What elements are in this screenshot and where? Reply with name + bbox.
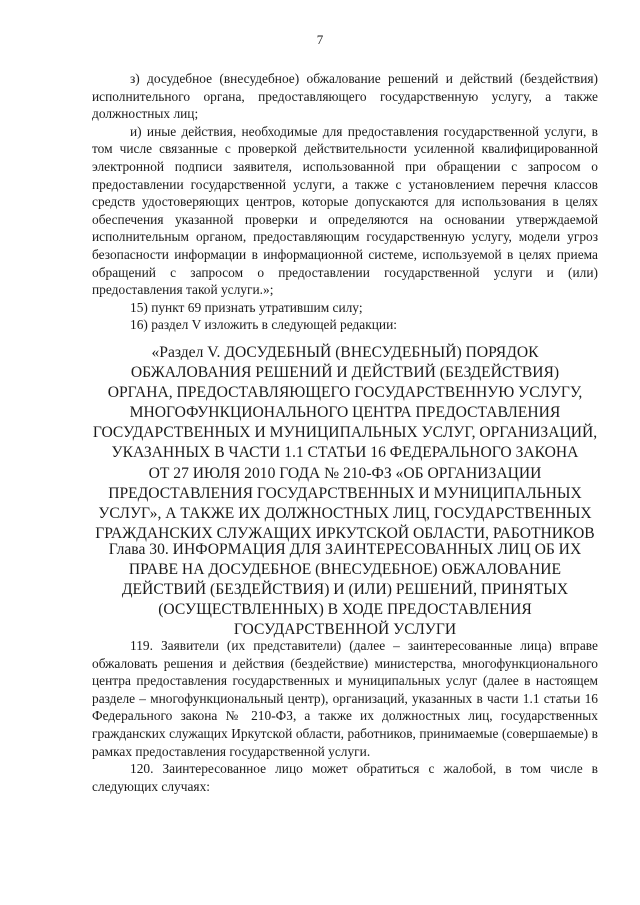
section-title-line: ОБЖАЛОВАНИЯ РЕШЕНИЙ И ДЕЙСТВИЙ (БЕЗДЕЙСТВИЯ) (130, 364, 560, 382)
paragraph-119: 119. Заявители (их представители) (далее – заинтересованные лица) вправе обжаловать решения и действия (бездействие) министерства, многофункционального центра предоставления государственных и муниципальных услуг (далее в настоящем разделе – многофункциональный центр), организаций, указанных в части 1.1 статьи 16 Федерального закона № 210-ФЗ, а также их должностных лиц, государственных гражданских служащих Иркутской области, работников, принимаемые (совершаемые) в рамках предоставления государственной услуги. (92, 638, 598, 759)
chapter-title-line: (ОСУЩЕСТВЛЕННЫХ) В ХОДЕ ПРЕДОСТАВЛЕНИЯ (158, 601, 532, 619)
paragraph-i: и) иные действия, необходимые для предоставления государственной услуги, в том числе связанные с проверкой действительности усиленной квалифицированной электронной подписи заявителя, использованной при обращении с запросом о предоставлении государственной услуги, а также с установлением перечня классов средств удостоверяющих центров, которые допускаются для использования в целях обеспечения указанной проверки и определяются на основании утверждаемой исполнительным органом, предоставляющим государственную услугу, модели угроз безопасности информации в информационной системе, используемой в целях приема обращений с запросом о предоставлении государственной услуги и (или) предоставления такой услуги.»; (92, 123, 598, 298)
section-title-line: УСЛУГ», А ТАКЖЕ ИХ ДОЛЖНОСТНЫХ ЛИЦ, ГОСУДАРСТВЕННЫХ (98, 504, 592, 522)
chapter-title-line: ПРАВЕ НА ДОСУДЕБНОЕ (ВНЕСУДЕБНОЕ) ОБЖАЛОВАНИЕ (128, 561, 562, 579)
paragraph-item-16: 16) раздел V изложить в следующей редакции: (130, 317, 397, 333)
paragraph-z: з) досудебное (внесудебное) обжалование решений и действий (бездействия) исполнительного органа, предоставляющего государственную услугу, а также должностных лиц; (92, 71, 598, 122)
chapter-title-line: ДЕЙСТВИЙ (БЕЗДЕЙСТВИЯ) И (ИЛИ) РЕШЕНИЙ, ПРИНЯТЫХ (121, 581, 569, 599)
chapter-title-line: ГОСУДАРСТВЕННОЙ УСЛУГИ (233, 621, 457, 639)
chapter-title (92, 540, 598, 640)
paragraph-item-15: 15) пункт 69 признать утратившим силу; (130, 299, 363, 315)
paragraph-120: 120. Заинтересованное лицо может обратиться с жалобой, в том числе в следующих случаях: (92, 761, 598, 794)
section-title-line: ОТ 27 ИЮЛЯ 2010 ГОДА № 210-ФЗ «ОБ ОРГАНИЗАЦИИ (148, 464, 542, 482)
body-text-bottom (92, 637, 598, 795)
section-title-line: ОРГАНА, ПРЕДОСТАВЛЯЮЩЕГО ГОСУДАРСТВЕННУЮ УСЛУГУ, (107, 384, 583, 402)
section-title (92, 343, 598, 544)
section-title-line: МНОГОФУНКЦИОНАЛЬНОГО ЦЕНТРА ПРЕДОСТАВЛЕНИЯ (129, 404, 561, 422)
page-number: 7 (316, 32, 324, 47)
section-title-line: «Раздел V. ДОСУДЕБНЫЙ (ВНЕСУДЕБНЫЙ) ПОРЯДОК (151, 344, 539, 361)
section-title-line: ПРЕДОСТАВЛЕНИЯ ГОСУДАРСТВЕННЫХ И МУНИЦИПАЛЬНЫХ (108, 484, 582, 502)
chapter-title-line: Глава 30. ИНФОРМАЦИЯ ДЛЯ ЗАИНТЕРЕСОВАННЫХ ЛИЦ ОБ ИХ (108, 541, 582, 558)
section-title-line: ГРАЖДАНСКИХ СЛУЖАЩИХ ИРКУТСКОЙ ОБЛАСТИ, РАБОТНИКОВ (95, 524, 595, 542)
section-title-line: ГОСУДАРСТВЕННЫХ И МУНИЦИПАЛЬНЫХ УСЛУГ, ОРГАНИЗАЦИЙ, (92, 424, 598, 442)
section-title-line: УКАЗАННЫХ В ЧАСТИ 1.1 СТАТЬИ 16 ФЕДЕРАЛЬНОГО ЗАКОНА (111, 444, 579, 462)
body-text-top (92, 70, 598, 334)
